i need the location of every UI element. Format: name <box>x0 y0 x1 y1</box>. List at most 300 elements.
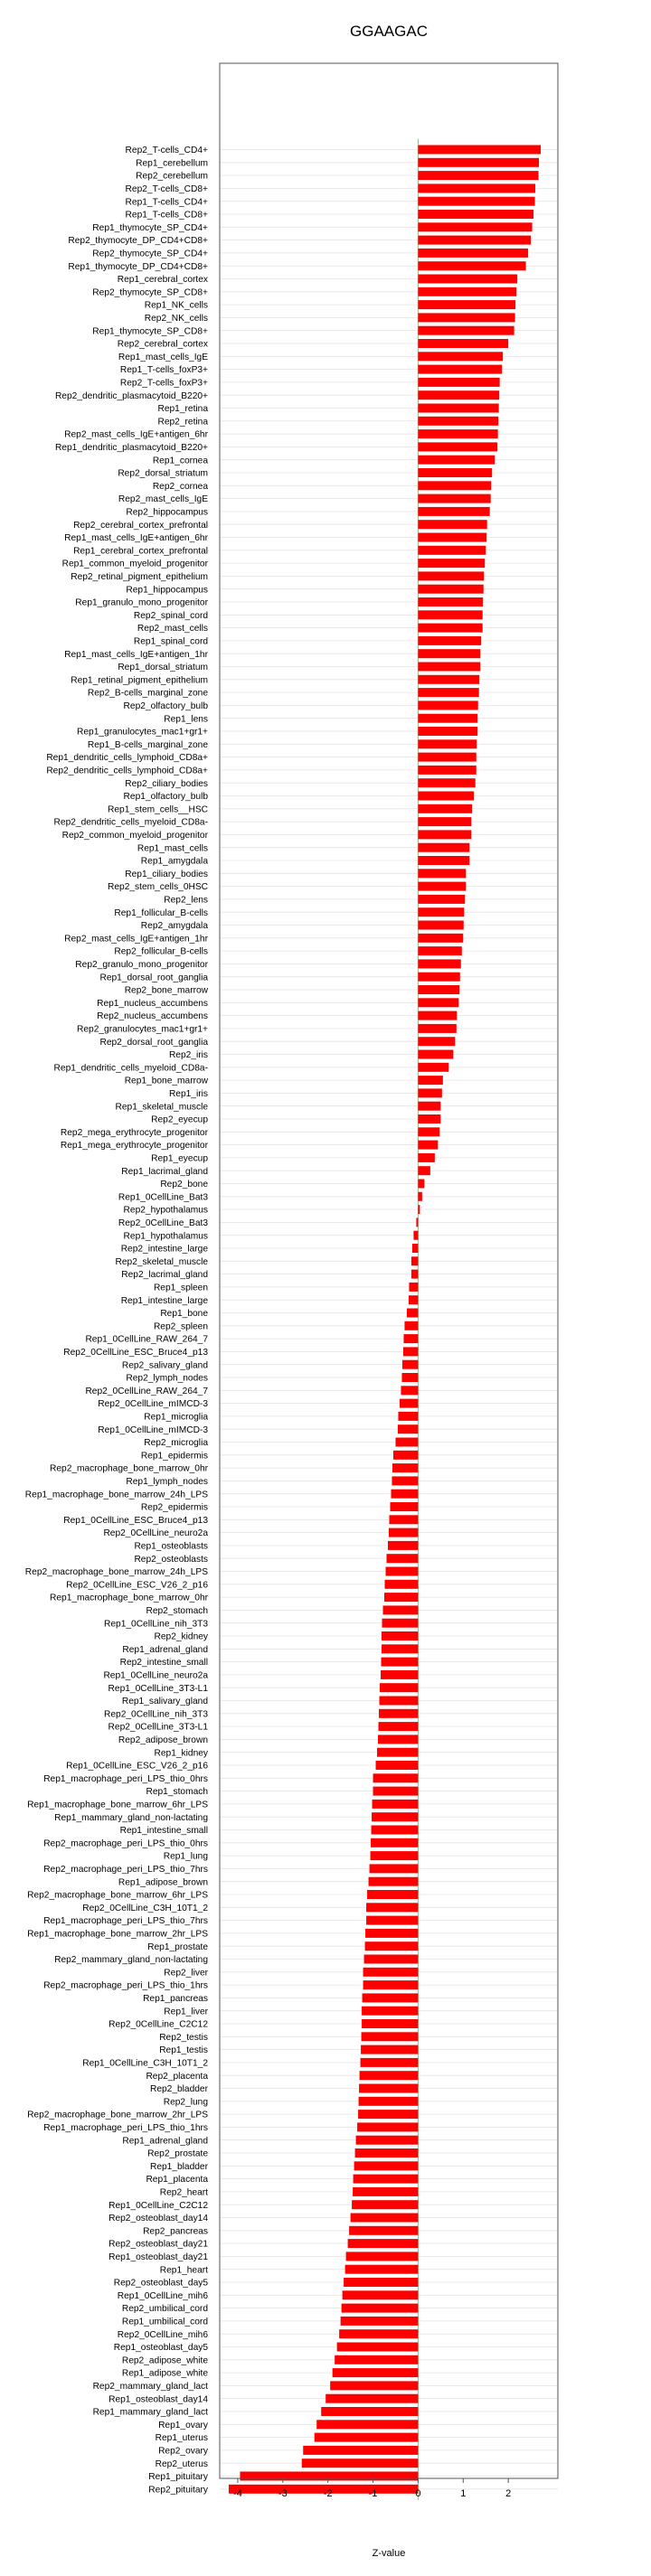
bar <box>418 856 469 865</box>
bar <box>411 1270 418 1279</box>
bar <box>418 766 476 775</box>
bar <box>418 882 466 891</box>
category-label: Rep2_0CellLine_neuro2a <box>103 1528 208 1539</box>
category-label: Rep2_bone_marrow <box>124 985 208 996</box>
category-label: Rep2_stomach <box>146 1606 208 1616</box>
bar <box>364 1955 419 1964</box>
bar <box>418 249 528 258</box>
category-label: Rep2_intestine_large <box>120 1244 208 1255</box>
category-label: Rep1_thymocyte_DP_CD4+CD8+ <box>68 261 208 272</box>
bar <box>352 2200 418 2209</box>
category-label: Rep1_cerebral_cortex_prefrontal <box>73 546 208 557</box>
category-label: Rep2_liver <box>164 1968 208 1979</box>
bar <box>359 2084 418 2093</box>
bar <box>398 1424 418 1434</box>
bar <box>407 1309 418 1318</box>
category-label: Rep2_0CellLine_mIMCD-3 <box>98 1399 208 1410</box>
bar <box>371 1838 418 1847</box>
category-label: Rep2_skeletal_muscle <box>115 1256 208 1267</box>
bar <box>418 378 499 387</box>
chart-title: GGAAGAC <box>350 23 428 40</box>
category-label: Rep2_iris <box>168 1050 208 1061</box>
category-label: Rep2_dorsal_striatum <box>118 468 208 479</box>
category-label: Rep2_0CellLine_RAW_264_7 <box>85 1386 208 1396</box>
bar <box>372 1826 419 1835</box>
category-label: Rep1_dorsal_root_ganglia <box>99 973 208 983</box>
bar <box>413 1231 418 1240</box>
category-label: Rep2_adipose_white <box>121 2355 208 2366</box>
category-label: Rep1_adrenal_gland <box>122 1644 208 1655</box>
bar <box>354 2175 419 2184</box>
category-label: Rep1_adipose_white <box>121 2368 208 2379</box>
bar <box>418 146 541 155</box>
category-label: Rep1_0CellLine_RAW_264_7 <box>85 1334 208 1345</box>
bar <box>418 1024 456 1033</box>
bar <box>366 1916 418 1925</box>
bar <box>376 1761 419 1770</box>
bar <box>418 959 460 968</box>
bar <box>418 804 472 813</box>
category-label: Rep2_hippocampus <box>126 507 208 518</box>
bar <box>377 1748 418 1757</box>
category-label: Rep2_mega_erythrocyte_progenitor <box>60 1127 208 1138</box>
category-label: Rep2_microglia <box>144 1438 208 1449</box>
category-label: Rep2_stem_cells_0HSC <box>108 882 208 893</box>
bar <box>372 1812 418 1821</box>
category-label: Rep2_pituitary <box>148 2485 208 2496</box>
category-label: Rep1_cornea <box>152 456 208 466</box>
category-label: Rep2_macrophage_bone_marrow_6hr_LPS <box>27 1890 208 1901</box>
bar <box>418 546 486 555</box>
category-label: Rep1_olfactory_bulb <box>123 792 208 803</box>
category-label: Rep2_olfactory_bulb <box>123 701 208 711</box>
bar <box>401 1386 418 1395</box>
bar <box>418 326 514 335</box>
category-label: Rep1_eyecup <box>151 1153 208 1164</box>
category-label: Rep2_common_myeloid_progenitor <box>61 831 208 841</box>
bar <box>369 1877 419 1886</box>
category-label: Rep1_T-cells_foxP3+ <box>119 365 208 376</box>
bar <box>391 1490 418 1499</box>
bar <box>418 907 464 917</box>
category-label: Rep2_T-cells_CD4+ <box>125 146 208 156</box>
category-label: Rep1_macrophage_peri_LPS_thio_1hrs <box>43 2123 208 2133</box>
bar <box>382 1644 418 1653</box>
category-label: Rep1_heart <box>159 2265 208 2276</box>
bar <box>418 585 483 594</box>
bar <box>418 1141 438 1150</box>
bar <box>418 390 499 400</box>
category-label: Rep2_spleen <box>153 1321 208 1332</box>
category-label: Rep2_granulocytes_mac1+gr1+ <box>77 1024 208 1035</box>
category-label: Rep2_macrophage_peri_LPS_thio_1hrs <box>43 1980 208 1991</box>
category-label: Rep1_granulo_mono_progenitor <box>75 597 208 608</box>
category-label: Rep1_lacrimal_gland <box>121 1166 208 1177</box>
category-label: Rep2_0CellLine_C2C12 <box>108 2019 208 2030</box>
bar <box>353 2187 418 2196</box>
bar <box>418 869 466 878</box>
category-label: Rep1_pituitary <box>148 2472 208 2483</box>
bar <box>359 2097 419 2106</box>
category-label: Rep2_heart <box>159 2187 208 2198</box>
bar <box>418 985 459 994</box>
bar <box>418 275 517 284</box>
bar <box>418 520 486 529</box>
bar <box>387 1554 419 1563</box>
category-label: Rep1_lens <box>164 714 208 725</box>
bar <box>418 339 508 348</box>
bar <box>392 1476 418 1485</box>
category-label: Rep1_microglia <box>144 1412 208 1423</box>
category-label: Rep1_macrophage_bone_marrow_2hr_LPS <box>27 1929 208 1940</box>
bar <box>418 636 481 645</box>
category-label: Rep2_intestine_small <box>119 1658 208 1669</box>
category-label: Rep1_macrophage_bone_marrow_0hr <box>50 1593 208 1603</box>
x-tick-label: -2 <box>323 2488 333 2499</box>
category-label: Rep2_osteoblasts <box>134 1554 208 1565</box>
bar <box>418 830 471 839</box>
category-label: Rep2_spinal_cord <box>133 610 208 621</box>
bar <box>418 442 497 451</box>
category-label: Rep2_0CellLine_3T3-L1 <box>108 1722 208 1733</box>
category-label: Rep2_dendritic_cells_myeloid_CD8a- <box>53 817 208 828</box>
bar <box>418 934 463 943</box>
category-label: Rep1_0CellLine_3T3-L1 <box>108 1683 208 1694</box>
bar <box>379 1709 418 1718</box>
category-label: Rep1_hypothalamus <box>123 1231 208 1242</box>
bar <box>418 197 534 206</box>
bar <box>389 1528 418 1537</box>
bar <box>418 158 539 167</box>
bar <box>373 1800 419 1809</box>
bar <box>418 222 532 231</box>
bar <box>418 739 476 748</box>
category-label: Rep2_kidney <box>154 1631 208 1642</box>
bar <box>403 1347 418 1356</box>
category-label: Rep2_0CellLine_mih6 <box>117 2329 208 2340</box>
category-label: Rep1_osteoblast_day14 <box>108 2394 208 2405</box>
category-label: Rep1_mammary_gland_lact <box>92 2407 208 2418</box>
bar <box>418 675 479 684</box>
category-label: Rep2_epidermis <box>140 1502 208 1513</box>
category-label: Rep1_0CellLine_C3H_10T1_2 <box>82 2058 208 2069</box>
category-label: Rep2_placenta <box>146 2071 208 2082</box>
category-label: Rep1_dendritic_cells_lymphoid_CD8a+ <box>46 753 208 764</box>
category-label: Rep1_0CellLine_nih_3T3 <box>104 1619 208 1630</box>
bar <box>418 1037 455 1046</box>
x-tick-label: 1 <box>460 2488 467 2499</box>
bar <box>409 1295 418 1304</box>
category-label: Rep1_pancreas <box>143 1994 208 2004</box>
bar <box>418 507 489 516</box>
category-label: Rep2_pancreas <box>143 2226 208 2237</box>
category-label: Rep1_ciliary_bodies <box>125 869 208 879</box>
category-label: Rep1_dorsal_striatum <box>118 663 208 673</box>
bar <box>418 171 538 180</box>
bar <box>418 610 482 619</box>
category-label: Rep1_intestine_large <box>120 1295 208 1306</box>
bar <box>418 1166 429 1175</box>
bar <box>401 1373 418 1382</box>
category-label: Rep1_cerebellum <box>136 158 208 169</box>
bar <box>418 921 463 930</box>
category-label: Rep2_macrophage_peri_LPS_thio_7hrs <box>43 1865 208 1875</box>
category-label: Rep1_osteoblasts <box>134 1541 208 1552</box>
bar <box>337 2343 419 2352</box>
bar <box>409 1283 418 1292</box>
bar <box>418 843 469 852</box>
category-label: Rep2_cornea <box>152 481 208 492</box>
category-label: Rep2_eyecup <box>151 1114 208 1125</box>
category-label: Rep1_dendritic_cells_myeloid_CD8a- <box>53 1063 208 1074</box>
category-label: Rep1_spleen <box>153 1283 208 1293</box>
category-label: Rep1_hippocampus <box>126 585 208 596</box>
bar <box>389 1515 418 1524</box>
category-label: Rep2_bone <box>160 1180 208 1190</box>
bar <box>302 2458 419 2468</box>
bar <box>379 1722 419 1731</box>
bar <box>418 946 461 955</box>
bar <box>418 494 490 503</box>
bar <box>240 2472 418 2481</box>
category-label: Rep1_mast_cells_IgE+antigen_6hr <box>64 533 208 544</box>
bar <box>418 210 533 219</box>
category-label: Rep1_skeletal_muscle <box>115 1102 208 1113</box>
category-label: Rep2_ciliary_bodies <box>125 778 208 789</box>
bar <box>356 2136 419 2145</box>
bar <box>418 365 502 374</box>
bar <box>316 2420 418 2429</box>
category-label: Rep2_amygdala <box>140 921 208 932</box>
bar <box>418 895 465 904</box>
bar <box>418 559 485 568</box>
category-label: Rep2_testis <box>159 2032 208 2043</box>
category-label: Rep1_epidermis <box>140 1451 208 1462</box>
category-label: Rep2_dorsal_root_ganglia <box>99 1037 208 1048</box>
bar <box>418 753 476 762</box>
category-label: Rep2_macrophage_bone_marrow_2hr_LPS <box>27 2110 208 2120</box>
bar <box>418 533 486 542</box>
bar <box>418 1076 442 1085</box>
bar <box>357 2122 418 2131</box>
category-label: Rep2_adipose_brown <box>118 1735 208 1745</box>
bar <box>363 1968 419 1977</box>
category-label: Rep1_follicular_B-cells <box>114 907 208 918</box>
category-label: Rep1_ovary <box>158 2420 208 2430</box>
x-tick-label: 0 <box>415 2488 421 2499</box>
category-label: Rep1_adrenal_gland <box>122 2136 208 2147</box>
category-label: Rep2_thymocyte_SP_CD8+ <box>92 287 208 298</box>
category-label: Rep2_dendritic_plasmacytoid_B220+ <box>54 390 208 401</box>
category-label: Rep1_intestine_small <box>119 1826 208 1837</box>
bar <box>315 2433 419 2442</box>
category-label: Rep1_thymocyte_SP_CD4+ <box>92 222 208 233</box>
category-label: Rep1_mast_cells_IgE <box>118 352 208 362</box>
bar <box>370 1864 419 1873</box>
bar <box>418 700 477 710</box>
category-label: Rep1_retinal_pigment_epithelium <box>71 675 208 686</box>
bar <box>404 1321 418 1330</box>
category-label: Rep2_uterus <box>155 2458 208 2469</box>
category-label: Rep2_lung <box>163 2097 208 2108</box>
bar <box>361 2058 419 2067</box>
category-label: Rep2_granulo_mono_progenitor <box>75 960 208 970</box>
category-label: Rep1_0CellLine_ESC_V26_2_p16 <box>66 1761 208 1772</box>
category-label: Rep2_0CellLine_Bat3 <box>118 1218 208 1228</box>
category-label: Rep1_mast_cells <box>137 843 208 854</box>
category-label: Rep2_0CellLine_C3H_10T1_2 <box>82 1903 208 1913</box>
x-tick-label: -4 <box>233 2488 242 2499</box>
bar <box>411 1256 418 1265</box>
bar <box>412 1244 418 1253</box>
bar <box>384 1593 418 1602</box>
category-label: Rep1_spinal_cord <box>133 636 208 647</box>
bar <box>349 2226 418 2235</box>
category-label: Rep1_common_myeloid_progenitor <box>61 559 208 569</box>
bar <box>392 1463 418 1472</box>
category-label: Rep1_placenta <box>146 2175 208 2186</box>
bar <box>418 300 515 309</box>
category-label: Rep1_umbilical_cord <box>121 2317 208 2327</box>
bar <box>381 1670 418 1679</box>
category-label: Rep2_cerebellum <box>136 171 208 182</box>
bar <box>382 1658 419 1667</box>
category-label: Rep2_hypothalamus <box>123 1205 208 1216</box>
bar <box>418 1063 448 1072</box>
bar <box>373 1773 419 1782</box>
category-label: Rep1_nucleus_accumbens <box>97 998 208 1009</box>
bar <box>388 1541 418 1550</box>
bar <box>342 2304 419 2313</box>
bar <box>344 2278 418 2287</box>
category-label: Rep1_thymocyte_SP_CD8+ <box>92 326 208 337</box>
bar <box>378 1735 418 1744</box>
bar <box>362 2007 418 2016</box>
category-label: Rep2_mammary_gland_lact <box>92 2382 208 2392</box>
bar <box>418 649 480 658</box>
category-label: Rep2_prostate <box>147 2148 208 2159</box>
bar <box>418 352 503 361</box>
bar <box>418 481 491 490</box>
bar <box>362 2019 418 2028</box>
category-label: Rep1_prostate <box>147 1941 208 1952</box>
category-label: Rep1_0CellLine_C2C12 <box>108 2200 208 2211</box>
category-label: Rep2_cerebral_cortex_prefrontal <box>73 520 208 531</box>
bar <box>362 2032 419 2041</box>
category-label: Rep1_testis <box>159 2045 208 2056</box>
bar <box>363 1980 419 1989</box>
category-label: Rep1_mammary_gland_non-lactating <box>54 1812 208 1823</box>
category-label: Rep1_adipose_brown <box>118 1877 208 1888</box>
bar <box>418 998 458 1007</box>
x-axis-label: Z-value <box>372 2548 406 2559</box>
category-label: Rep1_bone_marrow <box>124 1076 208 1086</box>
category-label: Rep1_lung <box>163 1851 208 1862</box>
category-label: Rep1_liver <box>164 2007 208 2017</box>
category-label: Rep2_T-cells_foxP3+ <box>119 378 208 389</box>
category-label: Rep1_amygdala <box>140 856 208 867</box>
bar <box>418 624 482 633</box>
category-label: Rep2_macrophage_bone_marrow_0hr <box>50 1463 208 1474</box>
category-label: Rep2_osteoblast_day14 <box>108 2214 208 2224</box>
bar <box>418 688 478 697</box>
category-label: Rep1_bladder <box>149 2161 208 2172</box>
category-label: Rep1_0CellLine_ESC_Bruce4_p13 <box>63 1515 208 1526</box>
bar <box>345 2265 419 2274</box>
bar <box>418 792 474 801</box>
bar <box>418 236 531 245</box>
category-label: Rep2_macrophage_bone_marrow_24h_LPS <box>24 1567 208 1578</box>
bar <box>418 404 498 413</box>
bar <box>402 1360 418 1369</box>
bar <box>418 778 475 787</box>
bar <box>418 1192 421 1201</box>
bar <box>386 1567 419 1576</box>
bar <box>365 1929 418 1938</box>
category-label: Rep2_salivary_gland <box>121 1360 208 1371</box>
category-label: Rep1_kidney <box>154 1748 208 1759</box>
bar <box>366 1903 418 1912</box>
bar <box>418 1011 457 1020</box>
category-label: Rep1_0CellLine_mih6 <box>117 2290 208 2301</box>
x-tick-label: 2 <box>505 2488 512 2499</box>
category-label: Rep1_retina <box>157 404 208 415</box>
category-label: Rep1_T-cells_CD8+ <box>125 210 208 221</box>
bar <box>418 663 480 672</box>
bar <box>346 2252 419 2261</box>
category-label: Rep1_uterus <box>155 2433 208 2444</box>
category-label: Rep1_0CellLine_neuro2a <box>103 1670 208 1681</box>
category-label: Rep2_thymocyte_DP_CD4+CD8+ <box>68 236 208 247</box>
bar <box>418 287 516 296</box>
category-label: Rep1_NK_cells <box>144 300 208 311</box>
bar <box>354 2161 419 2170</box>
category-label: Rep2_mast_cells_IgE <box>118 494 208 505</box>
category-label: Rep2_0CellLine_nih_3T3 <box>104 1709 208 1720</box>
x-tick-label: -1 <box>368 2488 378 2499</box>
category-label: Rep2_lymph_nodes <box>126 1373 208 1384</box>
bar <box>361 2045 418 2054</box>
bar <box>321 2407 418 2416</box>
category-label: Rep1_macrophage_peri_LPS_thio_7hrs <box>43 1916 208 1927</box>
bar <box>418 1114 440 1123</box>
bar <box>418 973 459 982</box>
bar <box>416 1217 418 1227</box>
bar <box>385 1580 419 1589</box>
bar <box>382 1619 419 1628</box>
category-label: Rep2_mast_cells_IgE+antigen_6hr <box>64 429 208 440</box>
category-label: Rep1_granulocytes_mac1+gr1+ <box>77 727 208 738</box>
category-label: Rep2_0CellLine_ESC_Bruce4_p13 <box>63 1348 208 1358</box>
bar <box>418 261 525 270</box>
category-label: Rep2_bladder <box>149 2084 208 2095</box>
bar <box>360 2071 419 2080</box>
bar <box>418 417 498 426</box>
bar <box>367 1890 418 1899</box>
bar <box>335 2355 418 2364</box>
category-label: Rep2_umbilical_cord <box>121 2304 208 2315</box>
bar <box>395 1438 418 1447</box>
bar <box>403 1334 418 1343</box>
category-label: Rep2_osteoblast_day5 <box>113 2278 208 2289</box>
bar <box>339 2329 418 2338</box>
bar <box>333 2368 419 2377</box>
bar <box>303 2446 418 2455</box>
category-label: Rep1_T-cells_CD4+ <box>125 197 208 208</box>
category-label: Rep2_T-cells_CD8+ <box>125 184 208 194</box>
bar <box>418 1153 434 1162</box>
category-label: Rep1_mega_erythrocyte_progenitor <box>60 1141 208 1152</box>
